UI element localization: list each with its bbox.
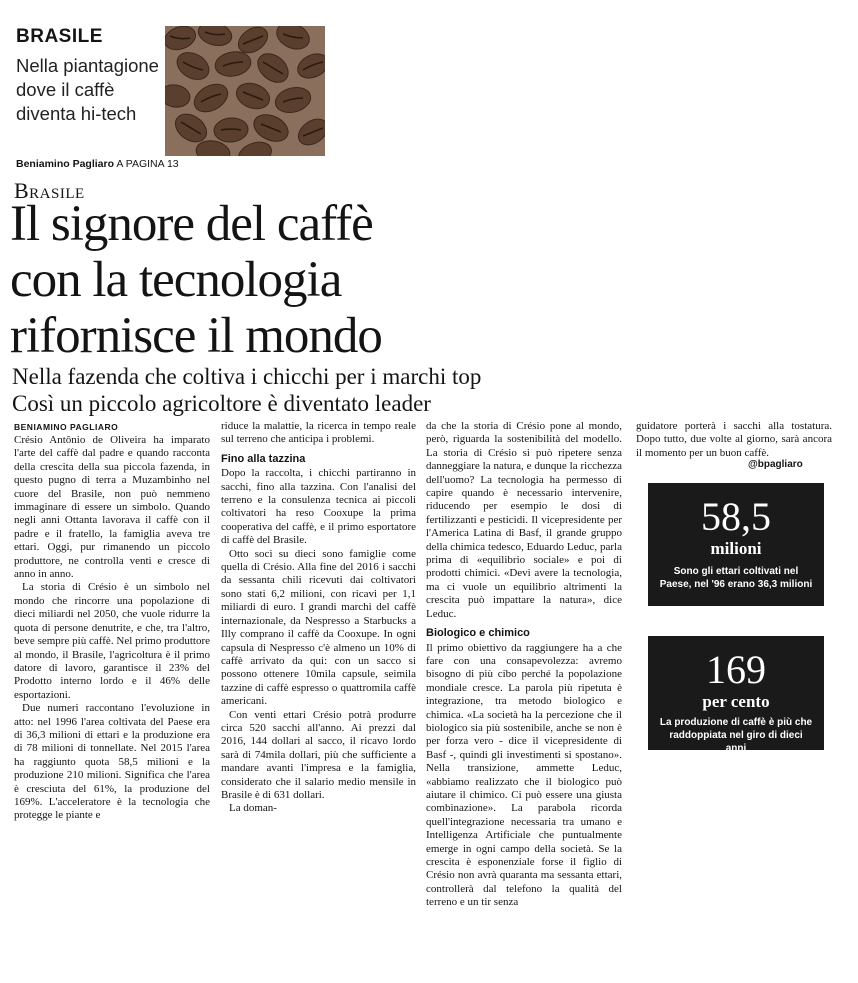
headline-line: Il signore del caffè <box>10 196 373 252</box>
article-column-3 <box>426 420 622 910</box>
article-column-4 <box>636 420 832 460</box>
section-label: Brasile <box>14 178 85 203</box>
paragraph: Due numeri raccontano l'evoluzione in atto: nel 1996 l'area coltivata del Paese era di 36,3 milioni di ettari e la produzione era di 78 milioni di tonnellate. Nel 2015 l'area ha raggiunto quota 58,5 milioni e la produzione 210 milioni. Significa che l'area è cresciuta del 61%, la produzione del 169%. L'acceleratore è la tecnologia che protegge le piante e <box>14 702 210 822</box>
factbox-description: La produzione di caffè è più che raddoppiata nel giro di dieci anni <box>659 717 813 754</box>
subheading: Biologico e chimico <box>426 627 530 640</box>
teaser-line: diventa hi-tech <box>16 103 137 124</box>
factbox-number: 58,5 <box>701 494 771 539</box>
teaser-kicker: BRASILE <box>16 26 103 47</box>
teaser-author: Beniamino Pagliaro <box>16 158 115 170</box>
factbox-unit: milioni <box>710 539 762 558</box>
teaser-line: dove il caffè <box>16 79 115 100</box>
paragraph: Dopo la raccolta, i chicchi partiranno in sacchi, fino alla tazzina. Con l'analisi del terreno e la consulenza tecnica ai piccoli coltivatori ha reso Cooxupe la prima cooperativa del caffè, e il primo esportatore di caffè del Brasile. <box>221 467 416 547</box>
teaser-title <box>16 54 166 126</box>
paragraph: da che la storia di Crésio pone al mondo, però, riguarda la sostenibilità del modello. La storia di Crésio si può ripetere senza danneggiare la natura, e dunque la ricchezza dell'uomo? La tecnologia ha permesso di capire quando è necessario intervenire, riducendo per esempio le dosi di fertilizzanti e pesticidi. Il vicepresidente per l'America Latina di Basf, il grande gruppo della chimica tedesco, Eduardo Leduc, parla prima di «equilibrio sociale» e poi di prodotti chimici. «Devi avere la tecnologia, ma ci vuole un equilibrio altrimenti la crescita può impattare la natura», dice Leduc. <box>426 420 622 620</box>
factbox-number: 169 <box>706 647 766 692</box>
factbox-production <box>648 636 824 754</box>
factbox-description: Sono gli ettari coltivati nel Paese, nel '96 erano 36,3 milioni <box>659 566 813 590</box>
paragraph: Otto soci su dieci sono famiglie come quella di Crésio. Alla fine del 2016 i sacchi da sessanta chili ricevuti dai coltivatori sono stati 6,2 milioni, con ricavi per 1,1 miliardi di euro. I grandi marchi del caffè internazionale, da Nespresso a Starbucks a Illy comprano il caffè da Cooxupe. In ogni capsula di Nespresso c'è almeno un 10% di caffè arrivato da qui: con un sacco si possono ottenere 10mila capsule, seimila tazzine di caffè espresso o quattromila caffè americani. <box>221 547 416 708</box>
paragraph: riduce la malattie, la ricerca in tempo reale sul terreno che anticipa i problemi. <box>221 420 416 446</box>
paragraph: La doman- <box>229 802 277 815</box>
factbox-unit: per cento <box>702 692 770 711</box>
teaser-line: Nella piantagione <box>16 55 159 76</box>
subheading: Fino alla tazzina <box>221 452 306 465</box>
subheadline-line: Così un piccolo agricoltore è diventato leader <box>12 391 431 416</box>
teaser-byline <box>16 158 179 170</box>
factbox-area <box>648 483 824 606</box>
teaser-page-ref: A PAGINA 13 <box>116 158 179 170</box>
paragraph: Con venti ettari Crésio potrà produrre circa 520 sacchi all'anno. Ai prezzi dal 2016, 144 dollari al sacco, il ricavo lordo sarà di 74mila dollari, più che sufficiente a mandare avanti l'impresa e la famiglia, considerato che il salario medio mensile in Brasile è di 631 dollari. <box>221 708 416 801</box>
subheadline <box>12 363 481 417</box>
article-byline: BENIAMINO PAGLIARO <box>14 422 119 432</box>
headline <box>10 196 490 364</box>
paragraph: guidatore porterà i sacchi alla tostatura. Dopo tutto, due volte al giorno, sarà ancora il momento per un buon caffè. <box>636 420 832 459</box>
article-column-2 <box>221 420 416 816</box>
paragraph: La storia di Crésio è un simbolo nel mondo che rincorre una popolazione di dieci miliardi nel 2050, che vuole ridurre la quota di persone denutrite, e che, tra l'altro, beve sempre più caffè. Nel primo produttore al mondo, il Brasile, l'agricoltura è il primo datore di lavoro, garantisce il 23% del Prodotto interno lordo e il 46% delle esportazioni. <box>14 581 210 701</box>
headline-line: con la tecnologia <box>10 252 342 308</box>
author-handle: @bpagliaro <box>748 459 803 470</box>
paragraph: Il primo obiettivo da raggiungere ha a che fare con una consapevolezza: avremo bisogno di più cibo perché la popolazione mondiale cresce. La parola più ripetuta è integrazione, tra metodo biologico e chimica. «La società ha la percezione che il biologico sia più sostenibile, anche se non è per forza vero - dice il vicepresidente di Basf -, quindi gli investimenti si spostano». Nella transizione, ammette Leduc, «abbiamo realizzato che il biologico può aiutare il chimico. Ci può essere una giusta combinazione». La parabola ricorda quell'integrazione necessaria tra umano e Intelligenza Artificiale che puntualmente emerge in ogni campo della società. Se la crescita è esponenziale forse il figlio di Crésio non avrà quaranta ma sessanta ettari, controllerà dal telefono la qualità del terreno e un tir senza <box>426 641 622 909</box>
subheadline-line: Nella fazenda che coltiva i chicchi per i marchi top <box>12 364 482 389</box>
headline-line: rifornisce il mondo <box>10 308 382 364</box>
article-column-1 <box>14 434 210 823</box>
paragraph: Crésio Antônio de Oliveira ha imparato l'arte del caffè dal padre e quando racconta della crescita della sua piccola fazenda, in questo pugno di terra a Muzambinho nel cuore del Brasile, non può nemmeno immaginare di essere un simbolo. Quando negli anni Ottanta lavorava il caffè con il padre e il fratello, la famiglia aveva tre ettari. Oggi, pur rimanendo un piccolo produttore, ne controlla venti e cresce di anno in anno. <box>14 434 210 581</box>
coffee-beans-photo <box>165 26 325 156</box>
